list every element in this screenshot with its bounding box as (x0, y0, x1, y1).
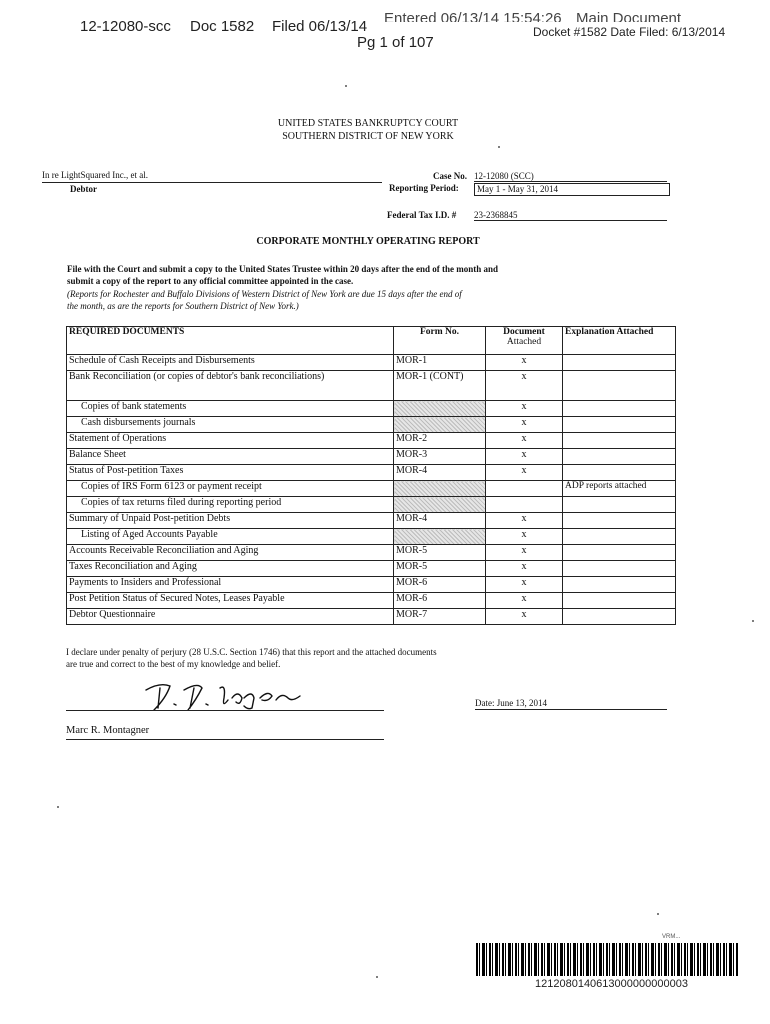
court-name: UNITED STATES BANKRUPTCY COURT (277, 118, 459, 129)
scan-speck (498, 146, 500, 148)
table-row (67, 561, 676, 577)
row-explanation (563, 401, 676, 417)
barcode-tag: VRM... (662, 934, 681, 940)
header-document-attached-line-1: Document (503, 327, 545, 337)
row-explanation (563, 561, 676, 577)
row-form-no (394, 401, 486, 417)
table-row (67, 609, 676, 625)
row-document: Listing of Aged Accounts Payable (67, 529, 394, 545)
row-explanation (563, 577, 676, 593)
row-form-no: MOR-4 (394, 513, 486, 529)
row-explanation (563, 497, 676, 513)
row-document: Balance Sheet (67, 449, 394, 465)
table-row (67, 449, 676, 465)
scan-speck (345, 85, 347, 87)
row-attached-mark (486, 497, 563, 513)
row-document: Cash disbursements journals (67, 417, 394, 433)
row-explanation (563, 465, 676, 481)
table-row (67, 417, 676, 433)
scan-speck (376, 976, 378, 978)
table-row (67, 529, 676, 545)
row-attached-mark: x (486, 449, 563, 465)
scan-speck (657, 913, 659, 915)
row-form-no: MOR-1 (394, 355, 486, 371)
in-re: In re LightSquared Inc., et al. (42, 170, 148, 180)
table-row (67, 371, 676, 401)
row-explanation (563, 529, 676, 545)
row-document: Payments to Insiders and Professional (67, 577, 394, 593)
instructions-line-3: (Reports for Rochester and Buffalo Divisions of Western District of New York are due 15 days after the end of (67, 289, 462, 299)
signer-name: Marc R. Montagner (66, 725, 150, 736)
row-document: Accounts Receivable Reconciliation and Aging (67, 545, 394, 561)
row-document: Post Petition Status of Secured Notes, Leases Payable (67, 593, 394, 609)
row-document: Summary of Unpaid Post-petition Debts (67, 513, 394, 529)
row-document: Schedule of Cash Receipts and Disbursements (67, 355, 394, 371)
row-attached-mark: x (486, 355, 563, 371)
instructions-line-4: the month, as are the reports for Southern District of New York.) (67, 301, 299, 311)
row-attached-mark: x (486, 593, 563, 609)
scan-speck (752, 620, 754, 622)
table-row (67, 513, 676, 529)
row-explanation (563, 545, 676, 561)
handwritten-signature (140, 680, 310, 714)
stamp-page: Pg 1 of 107 (357, 34, 434, 51)
row-form-no: MOR-6 (394, 577, 486, 593)
stamp-entered: Entered 06/13/14 15:54:26 (384, 10, 562, 22)
row-form-no (394, 529, 486, 545)
header-explanation-attached: Explanation Attached (563, 327, 676, 355)
caption-rule (42, 182, 382, 183)
table-row (67, 545, 676, 561)
stamp-main: Main Document (576, 10, 682, 22)
row-attached-mark: x (486, 465, 563, 481)
row-document: Copies of IRS Form 6123 or payment receipt (67, 481, 394, 497)
date-line (475, 709, 667, 710)
signature-date: Date: June 13, 2014 (475, 698, 547, 708)
row-attached-mark: x (486, 401, 563, 417)
case-no-value: 12-12080 (SCC) (474, 171, 667, 182)
row-explanation (563, 449, 676, 465)
row-attached-mark (486, 481, 563, 497)
row-document: Copies of bank statements (67, 401, 394, 417)
row-attached-mark: x (486, 561, 563, 577)
table-row (67, 433, 676, 449)
row-explanation (563, 417, 676, 433)
declaration-line-1: I declare under penalty of perjury (28 U.S.C. Section 1746) that this report and the attached documents (66, 647, 437, 657)
stamp-doc: Doc 1582 (190, 18, 255, 35)
row-document: Statement of Operations (67, 433, 394, 449)
row-attached-mark: x (486, 417, 563, 433)
row-attached-mark: x (486, 529, 563, 545)
period-value: May 1 - May 31, 2014 (474, 183, 670, 196)
period-label: Reporting Period: (389, 183, 459, 193)
tax-id-value: 23-2368845 (474, 210, 667, 221)
row-document: Taxes Reconciliation and Aging (67, 561, 394, 577)
declaration-line-2: are true and correct to the best of my knowledge and belief. (66, 659, 281, 669)
row-explanation (563, 593, 676, 609)
stamp-filed: Filed 06/13/14 (272, 18, 368, 35)
court-district: SOUTHERN DISTRICT OF NEW YORK (282, 131, 454, 142)
row-explanation (563, 371, 676, 401)
barcode-number: 1212080140613000000000003 (535, 978, 688, 990)
row-attached-mark: x (486, 545, 563, 561)
row-document: Bank Reconciliation (or copies of debtor's bank reconciliations) (67, 371, 394, 401)
row-explanation (563, 513, 676, 529)
table-row (67, 593, 676, 609)
table-row (67, 355, 676, 371)
row-document: Debtor Questionnaire (67, 609, 394, 625)
name-line (66, 739, 384, 740)
row-explanation (563, 609, 676, 625)
table-row (67, 481, 676, 497)
row-form-no: MOR-5 (394, 545, 486, 561)
header-document-attached-line-2: Attached (506, 337, 542, 347)
row-document: Copies of tax returns filed during reporting period (67, 497, 394, 513)
stamp-case: 12-12080-scc (80, 18, 171, 35)
row-form-no: MOR-5 (394, 561, 486, 577)
tax-id-label: Federal Tax I.D. # (387, 210, 457, 220)
row-attached-mark: x (486, 433, 563, 449)
barcode-image (476, 943, 738, 976)
header-required-documents: REQUIRED DOCUMENTS (67, 327, 394, 355)
instructions-line-2: submit a copy of the report to any official committee appointed in the case. (67, 276, 354, 286)
instructions-line-1: File with the Court and submit a copy to the United States Trustee within 20 days after the end of the month and (67, 264, 499, 274)
report-title: CORPORATE MONTHLY OPERATING REPORT (256, 236, 480, 247)
table-row (67, 577, 676, 593)
row-document: Status of Post-petition Taxes (67, 465, 394, 481)
table-row (67, 401, 676, 417)
row-form-no: MOR-4 (394, 465, 486, 481)
scan-speck (57, 806, 59, 808)
row-attached-mark: x (486, 371, 563, 401)
row-explanation: ADP reports attached (563, 481, 676, 497)
row-form-no (394, 417, 486, 433)
required-documents-table (66, 326, 676, 625)
debtor-label: Debtor (70, 184, 97, 194)
row-attached-mark: x (486, 577, 563, 593)
row-form-no: MOR-1 (CONT) (394, 371, 486, 401)
row-attached-mark: x (486, 609, 563, 625)
table-header-row (67, 327, 676, 355)
row-explanation (563, 433, 676, 449)
table-row (67, 465, 676, 481)
docket-stamp: Docket #1582 Date Filed: 6/13/2014 (533, 25, 726, 39)
row-form-no: MOR-3 (394, 449, 486, 465)
row-form-no (394, 481, 486, 497)
header-form-no: Form No. (394, 327, 486, 355)
row-form-no (394, 497, 486, 513)
row-attached-mark: x (486, 513, 563, 529)
table-row (67, 497, 676, 513)
header-document-attached (486, 327, 563, 355)
row-form-no: MOR-7 (394, 609, 486, 625)
row-explanation (563, 355, 676, 371)
signature-line (66, 710, 384, 711)
row-form-no: MOR-6 (394, 593, 486, 609)
row-form-no: MOR-2 (394, 433, 486, 449)
case-no-label: Case No. (433, 171, 467, 181)
